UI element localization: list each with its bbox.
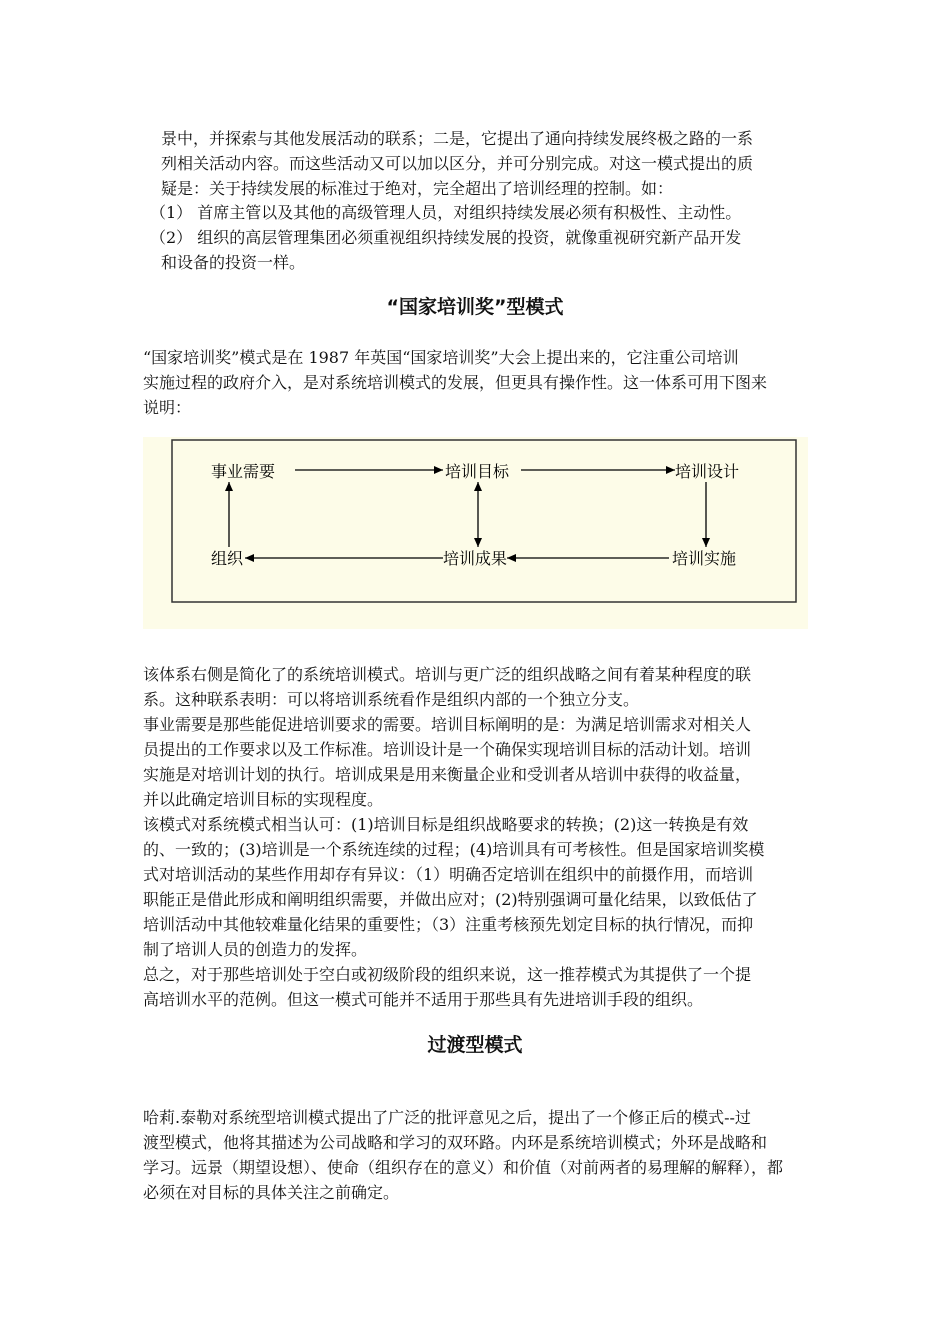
node-training-design: 培训设计	[675, 462, 740, 481]
intro-line-3: 疑是：关于持续发展的标准过于绝对，完全超出了培训经理的控制。如：	[161, 179, 674, 198]
section1-line-2: 实施过程的政府介入，是对系统培训模式的发展，但更具有操作性。这一体系可用下图来	[143, 373, 768, 392]
body-line-13: 总之，对于那些培训处于空白或初级阶段的组织来说，这一推荐模式为其提供了一个提	[143, 965, 752, 984]
node-business-need: 事业需要	[211, 462, 276, 481]
node-training-impl: 培训实施	[672, 549, 737, 568]
body-line-5: 实施是对培训计划的执行。培训成果是用来衡量企业和受训者从培训中获得的收益量，	[143, 765, 752, 784]
body-line-9: 式对培训活动的某些作用却存有异议：（1）明确否定培训在组织中的前摄作用，而培训	[143, 865, 754, 884]
section1-line-1: “国家培训奖”模式是在 1987 年英国“国家培训奖”大会上提出来的，它注重公司培训	[143, 348, 739, 367]
body-line-3: 事业需要是那些能促进培训要求的需要。培训目标阐明的是：为满足培训需求对相关人	[143, 715, 752, 734]
intro-line-5: （2） 组织的高层管理集团必须重视组织持续发展的投资，就像重视研究新产品开发	[150, 228, 742, 247]
section1-title: “国家培训奖”型模式	[386, 296, 564, 318]
intro-line-2: 列相关活动内容。而这些活动又可以加以区分，并可分别完成。对这一模式提出的质	[161, 154, 754, 173]
section2-title: 过渡型模式	[427, 1034, 523, 1056]
body-line-11: 培训活动中其他较难量化结果的重要性；（3）注重考核预先划定目标的执行情况，而抑	[143, 915, 754, 934]
body-line-6: 并以此确定培训目标的实现程度。	[143, 790, 384, 809]
intro-line-1: 景中，并探索与其他发展活动的联系；二是，它提出了通向持续发展终极之路的一系	[161, 129, 754, 148]
body-line-14: 高培训水平的范例。但这一模式可能并不适用于那些具有先进培训手段的组织。	[143, 990, 704, 1009]
body-line-10: 职能正是借此形成和阐明组织需要，并做出应对；(2)特别强调可量化结果，以致低估了	[143, 890, 758, 909]
section1-line-3: 说明：	[143, 398, 192, 417]
body-line-1: 该体系右侧是简化了的系统培训模式。培训与更广泛的组织战略之间有着某种程度的联	[143, 665, 752, 684]
intro-line-6: 和设备的投资一样。	[161, 253, 306, 272]
body-line-8: 的、一致的；(3)培训是一个系统连续的过程；(4)培训具有可考核性。但是国家培训奖模	[143, 840, 765, 859]
section2-line-4: 必须在对目标的具体关注之前确定。	[143, 1183, 400, 1202]
intro-line-4: （1） 首席主管以及其他的高级管理人员，对组织持续发展必须有积极性、主动性。	[150, 203, 742, 222]
node-training-goal: 培训目标	[445, 462, 510, 481]
body-line-2: 系。这种联系表明：可以将培训系统看作是组织内部的一个独立分支。	[143, 690, 640, 709]
section2-line-2: 渡型模式，他将其描述为公司战略和学习的双环路。内环是系统培训模式；外环是战略和	[143, 1133, 768, 1152]
section2-line-1: 哈莉.泰勒对系统型培训模式提出了广泛的批评意见之后，提出了一个修正后的模式--过	[143, 1108, 751, 1127]
body-line-12: 制了培训人员的创造力的发挥。	[143, 940, 368, 959]
body-line-7: 该模式对系统模式相当认可：(1)培训目标是组织战略要求的转换；(2)这一转换是有效	[143, 815, 749, 834]
body-line-4: 员提出的工作要求以及工作标准。培训设计是一个确保实现培训目标的活动计划。培训	[143, 740, 752, 759]
node-training-result: 培训成果	[443, 549, 508, 568]
training-model-diagram	[143, 437, 808, 629]
node-organization: 组织	[211, 549, 244, 568]
section2-line-3: 学习。远景（期望设想）、使命（组织存在的意义）和价值（对前两者的易理解的解释），都	[143, 1158, 784, 1177]
